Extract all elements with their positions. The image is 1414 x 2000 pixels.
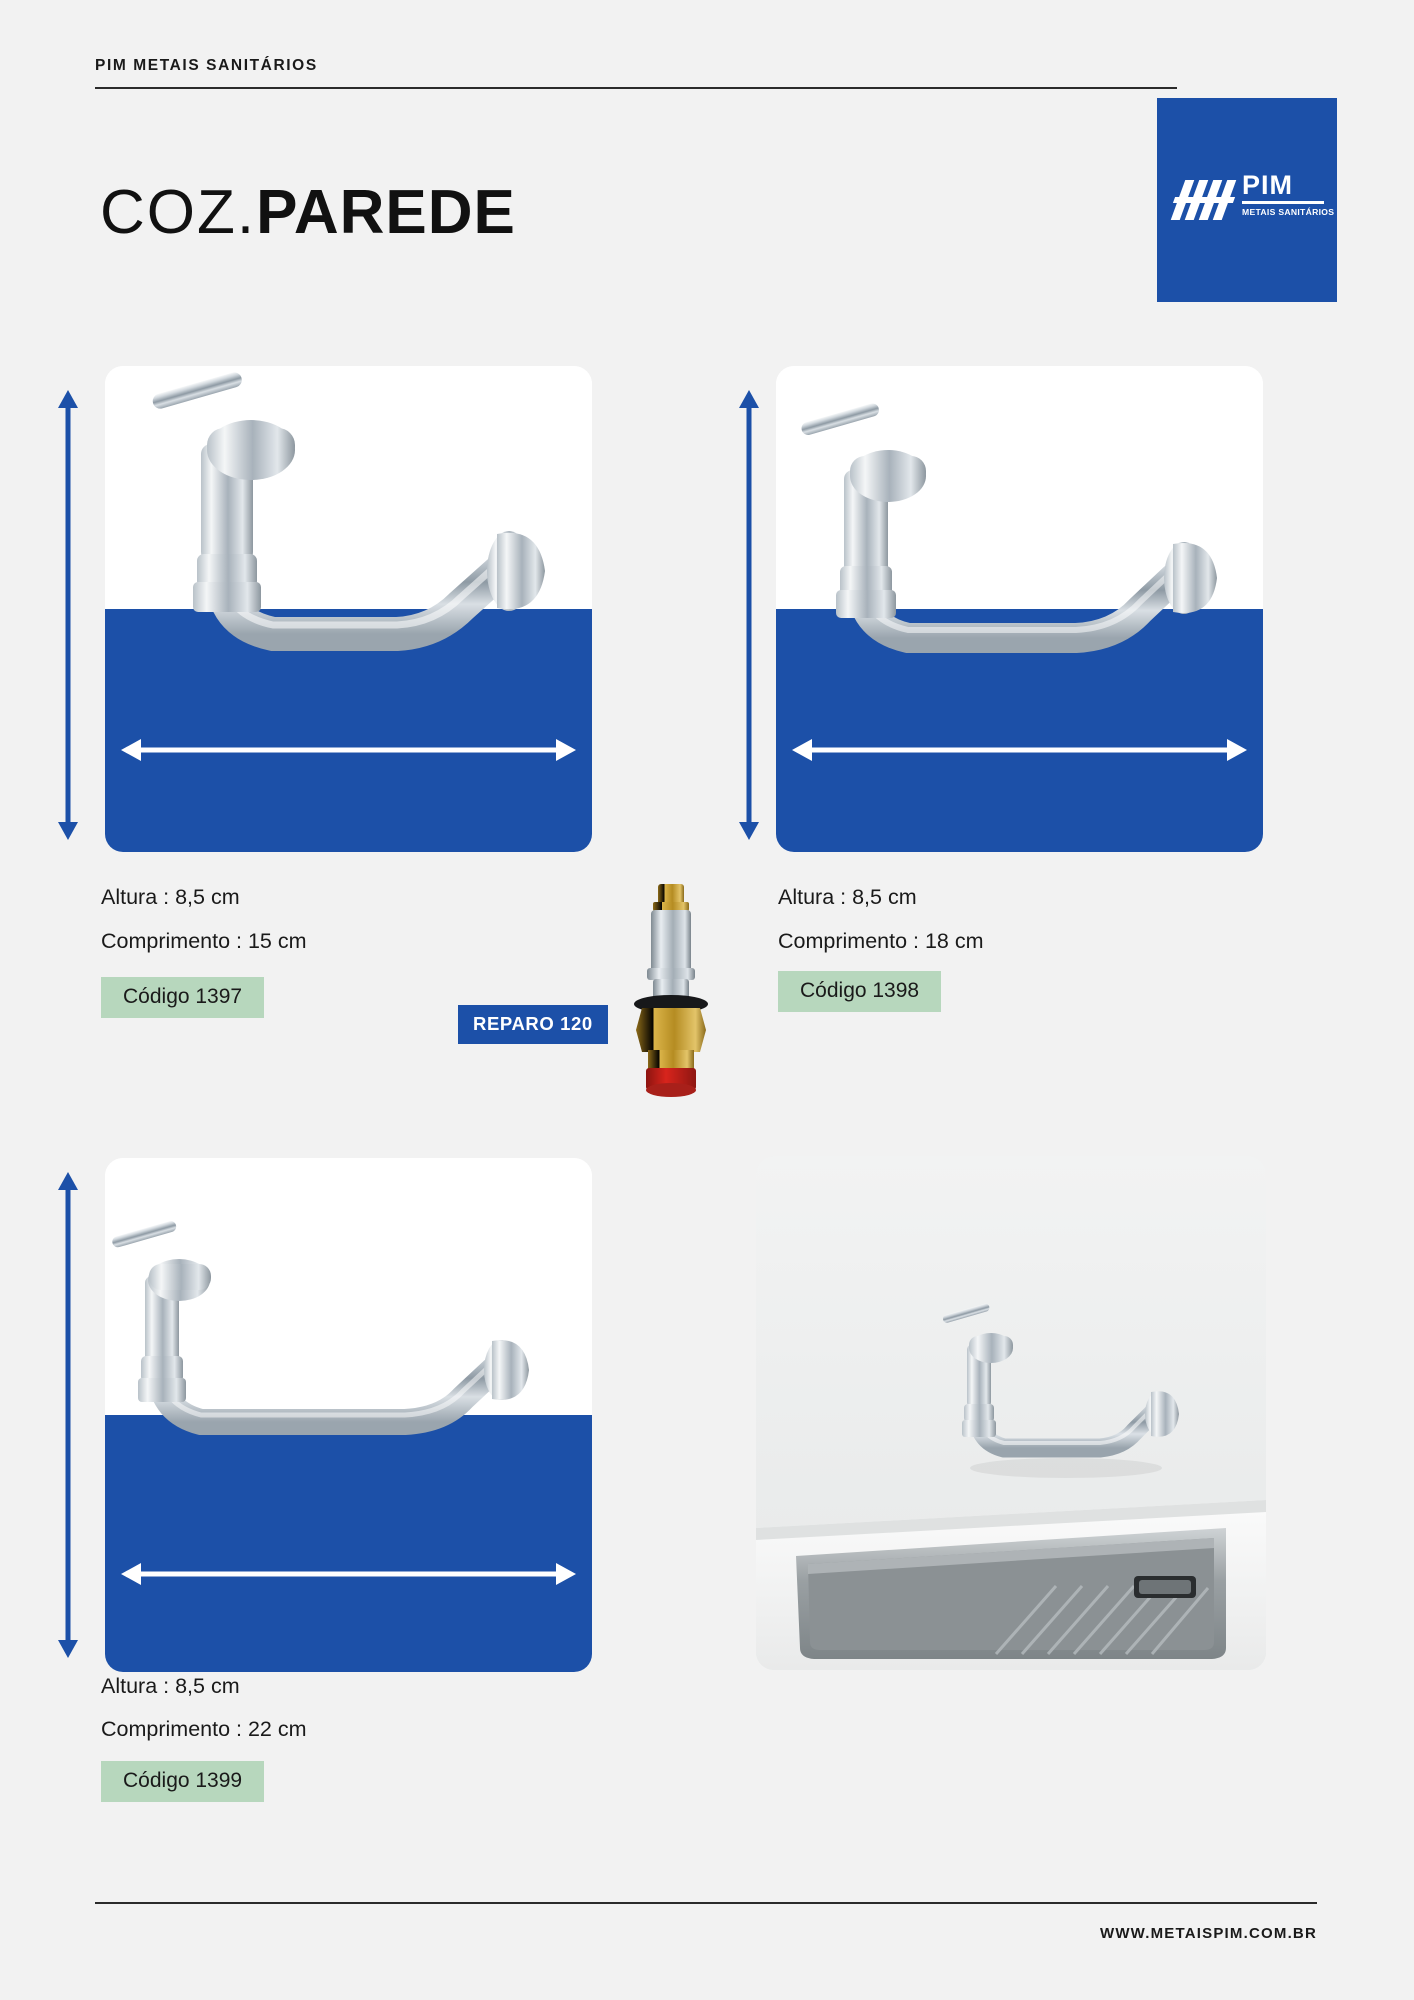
height-arrow-1397 bbox=[50, 388, 86, 842]
product-image-1399 bbox=[105, 1158, 592, 1672]
comprimento-text-1398: Comprimento : 18 cm bbox=[778, 929, 984, 953]
header-divider bbox=[95, 87, 1177, 89]
lifestyle-illustration bbox=[756, 1156, 1266, 1670]
pim-logo bbox=[1157, 98, 1337, 302]
length-arrow-1397 bbox=[105, 366, 592, 852]
page-title-part1: COZ. bbox=[100, 178, 257, 247]
length-arrow-1398 bbox=[776, 366, 1263, 852]
comprimento-text-1399: Comprimento : 22 cm bbox=[101, 1717, 307, 1741]
logo-subtitle: METAIS SANITÁRIOS bbox=[1242, 207, 1335, 217]
height-arrow-1399 bbox=[50, 1170, 86, 1660]
codigo-chip-1399: Código 1399 bbox=[101, 1761, 264, 1802]
codigo-chip-1398: Código 1398 bbox=[778, 971, 941, 1012]
comprimento-text-1397: Comprimento : 15 cm bbox=[101, 929, 307, 953]
altura-text-1398: Altura : 8,5 cm bbox=[778, 885, 917, 909]
footer-website: WWW.METAISPIM.COM.BR bbox=[1099, 1925, 1317, 1942]
page-title-part2: PAREDE bbox=[256, 178, 516, 247]
lifestyle-photo bbox=[756, 1156, 1266, 1670]
logo-underline bbox=[1242, 201, 1324, 204]
length-arrow-1399 bbox=[105, 1158, 592, 1672]
altura-text-1399: Altura : 8,5 cm bbox=[101, 1674, 240, 1698]
reparo-cartridge-image bbox=[620, 880, 740, 1130]
header-brand-text: PIM METAIS SANITÁRIOS bbox=[95, 57, 318, 74]
product-image-1398 bbox=[776, 366, 1263, 852]
codigo-chip-1397: Código 1397 bbox=[101, 977, 264, 1018]
footer-divider bbox=[95, 1902, 1317, 1904]
reparo-label: REPARO 120 bbox=[458, 1005, 608, 1044]
page-title bbox=[100, 177, 516, 248]
altura-text-1397: Altura : 8,5 cm bbox=[101, 885, 240, 909]
height-arrow-1398 bbox=[731, 388, 767, 842]
logo-mark-icon bbox=[1172, 174, 1238, 224]
logo-wordmark: PIM bbox=[1242, 170, 1294, 200]
product-image-1397 bbox=[105, 366, 592, 852]
logo-inner bbox=[1168, 170, 1335, 230]
